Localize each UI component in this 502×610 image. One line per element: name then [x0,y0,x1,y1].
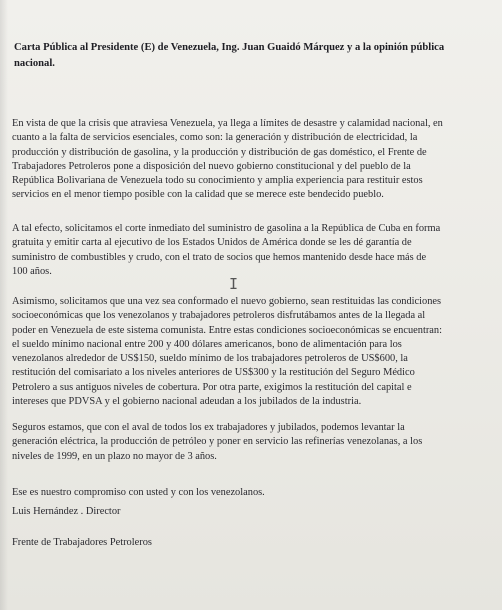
paragraph-gasoline-cuba: A tal efecto, solicitamos el corte inmediato del suministro de gasolina a la República de Cuba en forma gratuita y emitir carta al ejecutivo de los Estados Unidos de América donde se les dé garantía de suministro de combustibles y crudo, con el trato de socios que hemos mantenido desde hace más de 100 años. [12,223,441,277]
page-edge-shadow [0,0,8,610]
letter-title: Carta Pública al Presidente (E) de Venezuela, Ing. Juan Guaidó Márquez y a la opinión pública nacional. [14,42,445,69]
paragraph-commitment-recovery: Seguros estamos, que con el aval de todos los ex trabajadores y jubilados, podemos levantar la generación eléctrica, la producción de petróleo y poner en servicio las refinerías venezolanas, a los niveles de 1999, en un plazo no mayor de 3 años. [12,422,423,462]
signature-name: Luis Hernández . Director [12,506,121,517]
signature-organization: Frente de Trabajadores Petroleros [12,537,152,548]
paragraph-socioeconomic-conditions: Asimismo, solicitamos que una vez sea conformado el nuevo gobierno, sean restituidas las condiciones socioeconómicas que los venezolanos y trabajadores petroleros disfrutábamos antes de la llegada al poder en Venezuela de este sistema comunista. Entre estas condiciones socioeconómicas se encuentran: el sueldo mínimo nacional entre 200 y 400 dólares americanos, bono de alimentación para los venezolanos alrededor de US$150, sueldo mínimo de los trabajadores petroleros de US$600, la restitución del comisariato a los niveles anteriores de US$300 y la restitución del Seguro Médico Petrolero a sus antiguos niveles de cobertura. Por otra parte, exigimos la restitución del capital e intereses que PDVSA y el gobierno nacional adeudan a los jubilados de la industria. [12,296,442,408]
paragraph-crisis: En vista de que la crisis que atraviesa Venezuela, ya llega a límites de desastre y calamidad nacional, en cuanto a la falta de servicios esenciales, como son: la generación y distribución de electricidad, la producción y distribución de gasolina, y la producción y distribución de gas doméstico, el Frente de Trabajadores Petroleros pone a disposición del nuevo gobierno constitucional y del pueblo de la República Bolivariana de Venezuela todo su conocimiento y amplia experiencia para restituir estos servicios en el menor tiempo posible con la calidad que se merece este bendecido pueblo. [12,118,443,201]
paragraph-closing: Ese es nuestro compromiso con usted y con los venezolanos. [12,487,265,498]
text-cursor-icon: I [229,275,239,293]
